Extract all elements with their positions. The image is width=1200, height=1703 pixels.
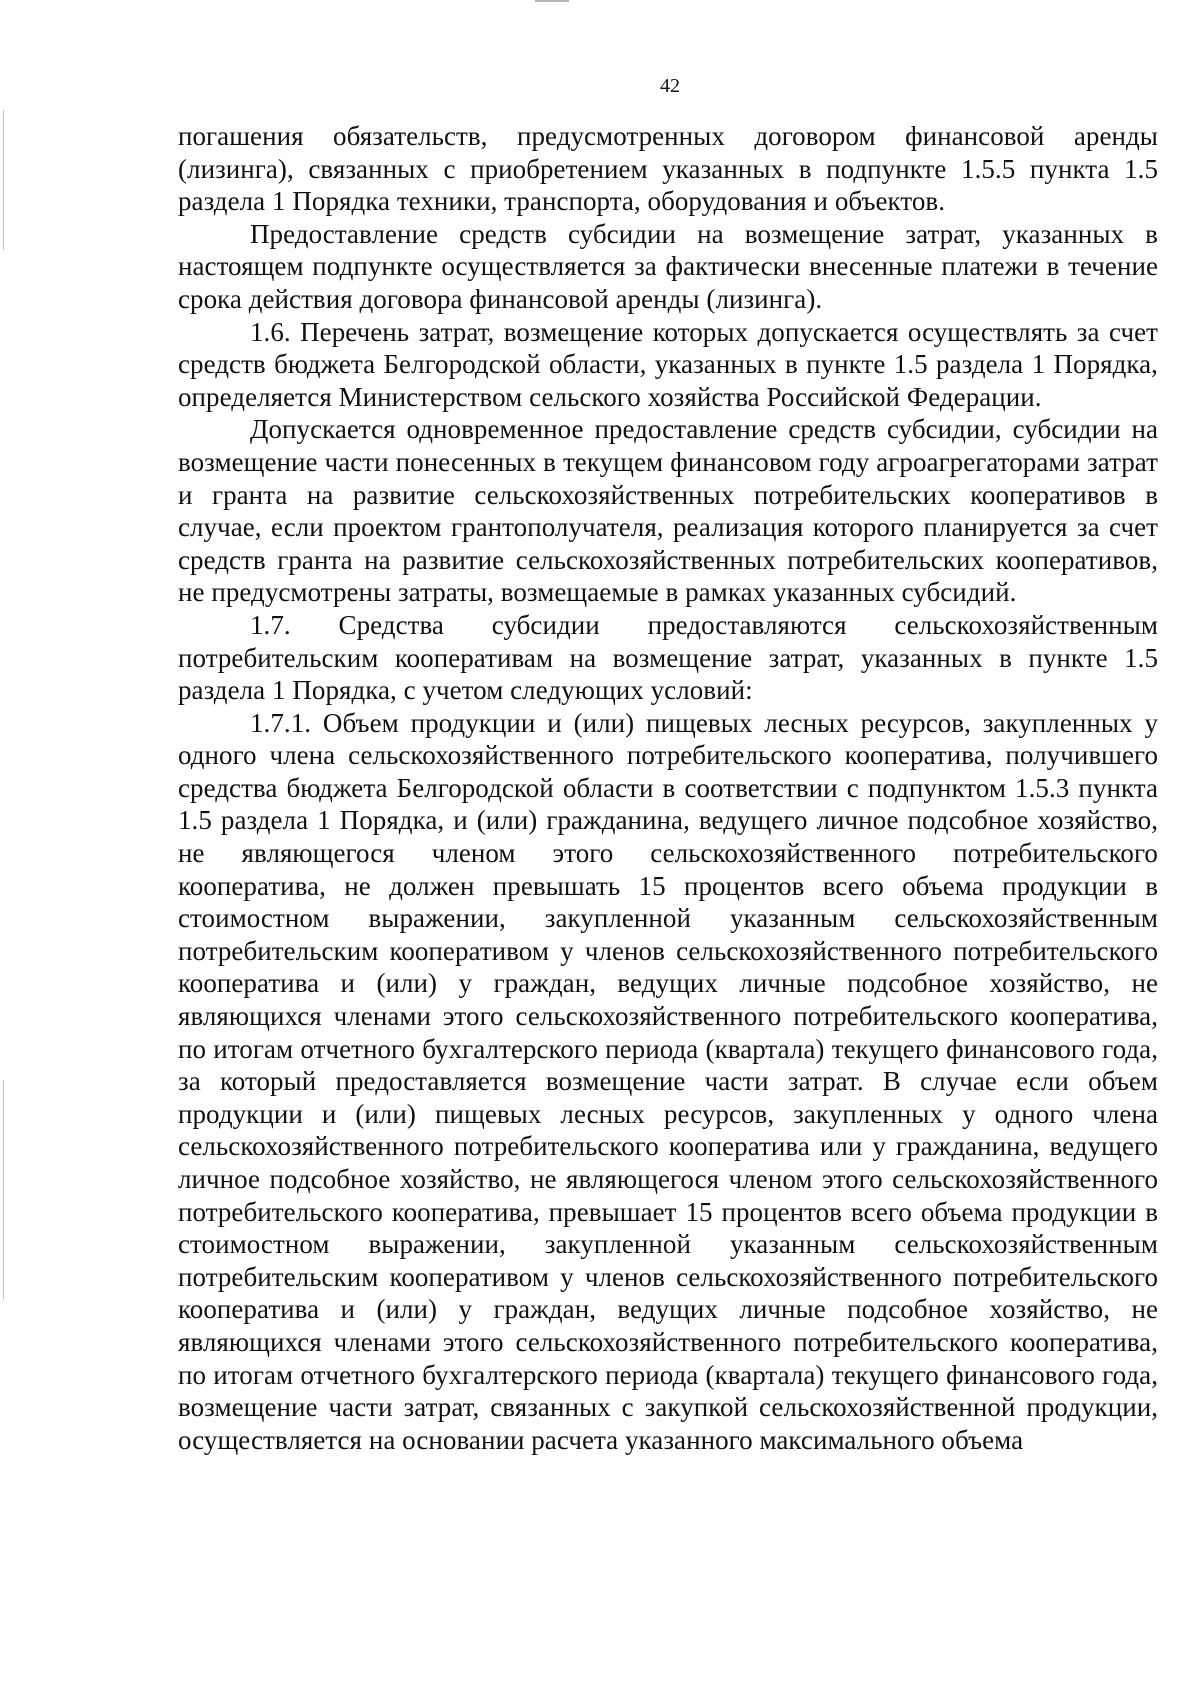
paragraph-1-6: 1.6. Перечень затрат, возмещение которых допускается осуществлять за счет средств бюджета Белгородской области, указанных в пункте 1.5 раздела 1 Порядка, определяется Министерством сельского хозяйства Российской Федерации. bbox=[178, 316, 1158, 412]
paragraph-subsidy-payments: Предоставление средств субсидии на возмещение затрат, указанных в настоящем подпункте осуществляется за фактически внесенные платежи в течение срока действия договора финансовой аренды (лизинга). bbox=[178, 218, 1158, 314]
paragraph-1-7-1: 1.7.1. Объем продукции и (или) пищевых лесных ресурсов, закупленных у одного члена сельскохозяйственного потребительского кооператива, получившего средства бюджета Белгородской области в соответствии с подпунктом 1.5.3 пункта 1.5 раздела 1 Порядка, и (или) гражданина, ведущего личное подсобное хозяйство, не являющегося членом этого сельскохозяйственного потребительского кооператива, не должен превышать 15 процентов всего объема продукции в стоимостном выражении, закупленной указанным сельскохозяйственным потребительским кооперативом у членов сельскохозяйственного потребительского кооператива и (или) у граждан, ведущих личные подсобное хозяйство, не являющихся членами этого сельскохозяйственного потребительского кооператива, по итогам отчетного бухгалтерского периода (квартала) текущего финансового года, за который предоставляется возмещение части затрат. В случае если объем продукции и (или) пищевых лесных ресурсов, закупленных у одного члена сельскохозяйственного потребительского кооператива или у гражданина, ведущего личное подсобное хозяйство, не являющегося членом этого сельскохозяйственного потребительского кооператива, превышает 15 процентов всего объема продукции в стоимостном выражении, закупленной указанным сельскохозяйственным потребительским кооперативом у членов сельскохозяйственного потребительского кооператива и (или) у граждан, ведущих личные подсобное хозяйство, не являющихся членами этого сельскохозяйственного потребительского кооператива, по итогам отчетного бухгалтерского периода (квартала) текущего финансового года, возмещение части затрат, связанных с закупкой сельскохозяйственной продукции, осуществляется на основании расчета указанного максимального объема bbox=[178, 707, 1158, 1455]
paragraph-1-7: 1.7. Средства субсидии предоставляются сельскохозяйственным потребительским кооперативам на возмещение затрат, указанных в пункте 1.5 раздела 1 Порядка, с учетом следующих условий: bbox=[178, 609, 1158, 706]
document-body bbox=[178, 120, 1158, 1456]
scan-edge-mark bbox=[3, 110, 4, 250]
paragraph-continuation: погашения обязательств, предусмотренных договором финансовой аренды (лизинга), связанных с приобретением указанных в подпункте 1.5.5 пункта 1.5 раздела 1 Порядка техники, транспорта, оборудования и объектов. bbox=[178, 121, 1158, 217]
paragraph-simultaneous-provision: Допускается одновременное предоставление средств субсидии, субсидии на возмещение части понесенных в текущем финансовом году агроагрегаторами затрат и гранта на развитие сельскохозяйственных потребительских кооперативов в случае, если проектом грантополучателя, реализация которого планируется за счет средств гранта на развитие сельскохозяйственных потребительских кооперативов, не предусмотрены затраты, возмещаемые в рамках указанных субсидий. bbox=[178, 414, 1158, 608]
page-number: 42 bbox=[660, 75, 680, 97]
scan-mark-top bbox=[535, 0, 569, 2]
scan-edge-mark bbox=[3, 1080, 4, 1300]
